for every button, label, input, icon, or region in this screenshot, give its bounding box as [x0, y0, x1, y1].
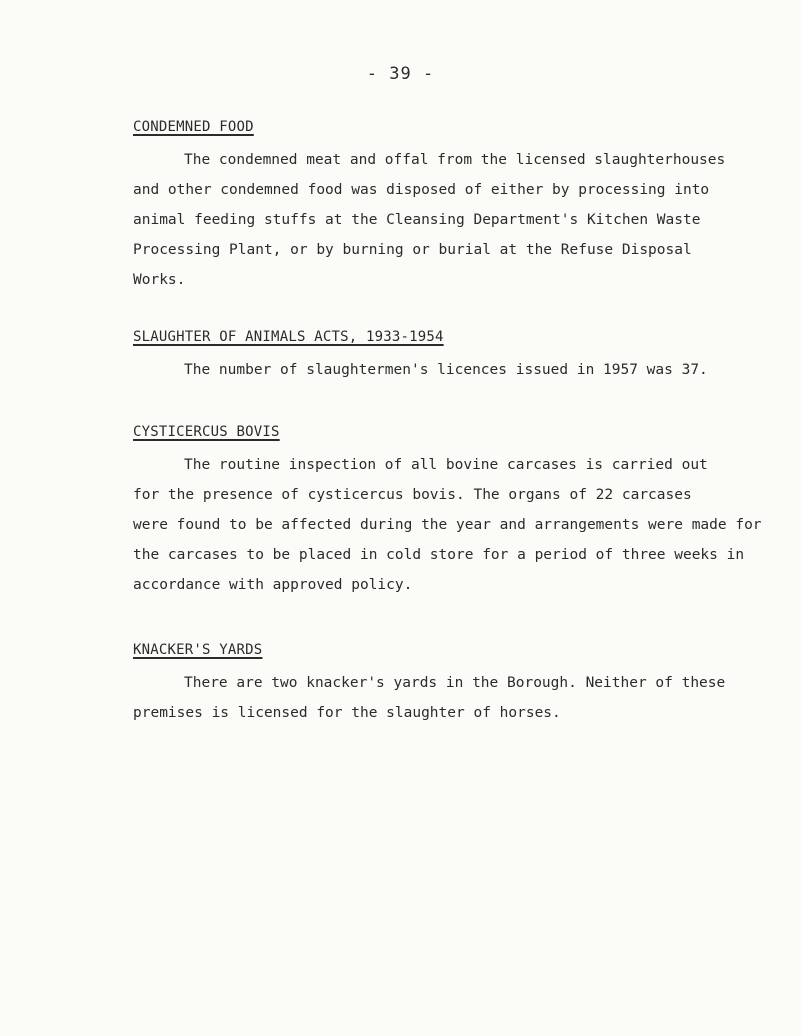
- section-heading: SLAUGHTER OF ANIMALS ACTS, 1933-1954: [133, 329, 444, 345]
- paragraph-line: Processing Plant, or by burning or burial at the Refuse Disposal: [133, 242, 692, 258]
- paragraph-line: The condemned meat and offal from the licensed slaughterhouses: [184, 152, 726, 168]
- paragraph-line: and other condemned food was disposed of either by processing into: [133, 182, 710, 198]
- paragraph-line: the carcases to be placed in cold store for a period of three weeks in: [133, 547, 745, 563]
- paragraph-line: The number of slaughtermen's licences issued in 1957 was 37.: [184, 362, 708, 378]
- paragraph-line: accordance with approved policy.: [133, 577, 413, 593]
- paragraph-line: The routine inspection of all bovine carcases is carried out: [184, 457, 708, 473]
- page-number: - 39 -: [366, 64, 435, 84]
- section-body: [133, 450, 783, 600]
- section-knackers-yards: [133, 639, 783, 728]
- section-body: [133, 355, 783, 385]
- section-cysticercus-bovis: [133, 421, 783, 600]
- paragraph-line: animal feeding stuffs at the Cleansing Department's Kitchen Waste: [133, 212, 701, 228]
- section-body: [133, 145, 783, 295]
- section-body: [133, 668, 783, 728]
- section-heading: CYSTICERCUS BOVIS: [133, 424, 280, 440]
- section-heading: CONDEMNED FOOD: [133, 119, 254, 135]
- paragraph-line: There are two knacker's yards in the Borough. Neither of these: [184, 675, 726, 691]
- paragraph-line: were found to be affected during the year and arrangements were made for: [133, 517, 762, 533]
- paragraph-line: Works.: [133, 272, 186, 288]
- section-condemned-food: [133, 116, 783, 295]
- section-heading: KNACKER'S YARDS: [133, 642, 263, 658]
- paragraph-line: for the presence of cysticercus bovis. The organs of 22 carcases: [133, 487, 692, 503]
- paragraph-line: premises is licensed for the slaughter of horses.: [133, 705, 561, 721]
- section-slaughter-of-animals-acts: [133, 326, 783, 385]
